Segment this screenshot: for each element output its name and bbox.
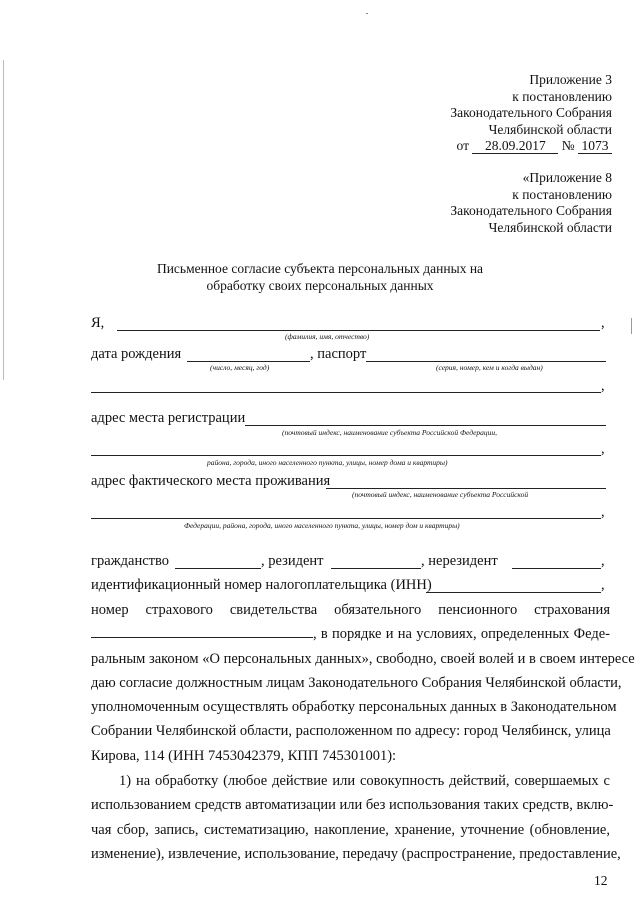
header-appendix-3: Приложение 3 [529,72,612,87]
fio-caption: (фамилия, имя, отчество) [285,332,370,341]
header2-assembly: Законодательного Собрания [450,203,612,218]
fio-comma: , [601,315,605,331]
title-line-2: обработку своих персональных данных [206,278,434,293]
inn-comma: , [601,577,605,593]
fact-address-field-cont[interactable] [91,518,601,519]
body-line-2: , в порядке и на условиях, определенных Феде- [91,622,610,646]
passport-field[interactable] [366,361,606,362]
citizenship-field[interactable] [175,568,261,569]
body-line-7: Кирова, 114 (ИНН 7453042379, КПП 745301001): [91,747,397,764]
header-region: Челябинской области [488,121,612,137]
birth-caption: (число, месяц, год) [210,363,270,372]
header-appendix-8: «Приложение 8 [522,170,612,185]
body-line-4: даю согласие должностным лицам Законодательного Собрания Челябинской области, [91,674,622,691]
date-prefix: от [456,138,469,153]
citizenship-label: гражданство [91,553,169,569]
scan-edge-mark-left [3,60,4,380]
fact-address-label: адрес фактического места проживания [91,473,331,489]
reg-address-field-cont[interactable] [91,455,601,456]
document-title [0,260,640,294]
header-block-2 [450,170,612,236]
resident-field[interactable] [331,568,421,569]
body-line-1: номер страхового свидетельства обязательного пенсионного страхования [91,602,610,618]
header2-to-resolution: к постановлению [512,186,612,202]
resident-label: , резидент [261,553,324,569]
fact-address-caption-1: (почтовый индекс, наименование субъекта Российской [352,490,529,499]
fact-address-caption-2: Федерации, района, города, иного населенного пункта, улицы, номер дом и квартиры) [184,521,460,530]
fio-field[interactable] [117,330,600,331]
passport-caption: (серия, номер, кем и когда выдан) [436,363,543,372]
reg-address-field[interactable] [245,425,606,426]
p2-line-3: чая сбор, запись, систематизацию, накопление, хранение, уточнение (обновление, [91,821,610,838]
passport-comma: , [601,378,605,394]
header-date-line [450,138,612,155]
resolution-date: 28.09.2017 [472,139,558,154]
inn-label: идентификационный номер налогоплательщика (ИНН) [91,577,432,593]
birth-label: дата рождения [91,346,182,362]
body-line-6: Собрании Челябинской области, расположенном по адресу: город Челябинск, улица [91,723,611,740]
p2-line-4: изменение), извлечение, использование, передачу (распространение, предоставление, [91,845,621,862]
title-line-1: Письменное согласие субъекта персональных данных на [156,261,484,276]
consent-paragraph [91,598,635,768]
inn-field[interactable] [426,592,601,593]
birth-date-field[interactable] [187,361,310,362]
header-to-resolution: к постановлению [512,88,612,104]
reg-address-comma: , [601,441,605,457]
number-sign: № [561,138,575,153]
reg-address-caption-1: (почтовый индекс, наименование субъекта Российской Федерации, [282,428,498,437]
scan-dot [366,13,368,14]
header-assembly: Законодательного Собрания [450,105,612,120]
nonresident-field[interactable] [512,568,601,569]
body-line-3: ральным законом «О персональных данных», свободно, своей волей и в своем интересе [91,650,635,667]
processing-paragraph [91,769,621,866]
passport-label: , паспорт [310,346,367,362]
header-block-1 [450,72,612,155]
p2-line-1: 1) на обработку (любое действие или совокупность действий, совершаемых с [119,773,610,789]
passport-field-cont[interactable] [91,392,601,393]
reg-address-caption-2: района, города, иного населенного пункта, улицы, номер дома и квартиры) [207,458,448,467]
page-number: 12 [594,873,608,888]
p2-line-2: использованием средств автоматизации или без использования таких средств, вклю- [91,797,614,814]
reg-address-label: адрес места регистрации [91,410,246,426]
snils-field[interactable] [91,622,313,638]
scan-edge-mark-right [631,318,632,334]
resolution-number: 1073 [578,139,612,154]
fact-address-comma: , [601,504,605,520]
nonresident-comma: , [601,553,605,569]
fact-address-field[interactable] [326,488,606,489]
ya-label: Я, [91,315,105,331]
nonresident-label: , нерезидент [421,553,498,569]
body-line-5: уполномоченным осуществлять обработку персональных данных в Законодательном [91,699,617,716]
header2-region: Челябинской области [488,219,612,235]
